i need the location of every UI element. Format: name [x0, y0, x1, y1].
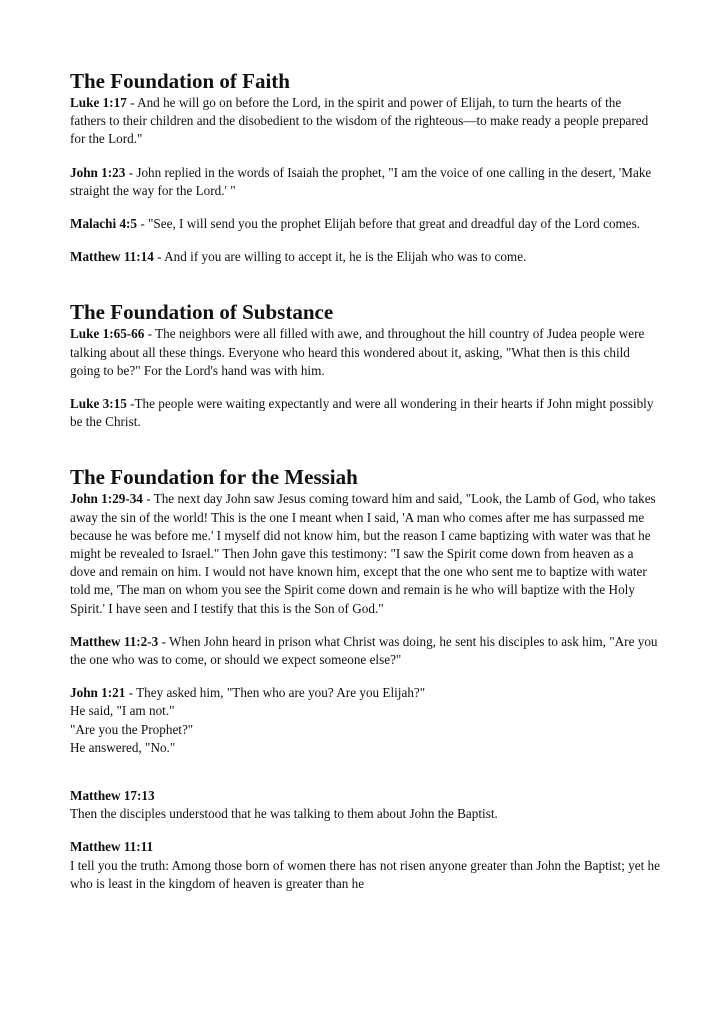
verse-john-1-23	[70, 164, 660, 200]
verse-sep: -	[142, 491, 154, 507]
verse-ref-matthew-11-11: Matthew 11:11	[70, 839, 154, 855]
verse-luke-1-65-66	[70, 325, 660, 380]
verse-sep: -	[158, 633, 170, 649]
verse-ref: John 1:21	[70, 685, 126, 701]
dialogue-line: He answered, "No."	[70, 739, 176, 755]
verse-ref: Matthew 11:2-3	[70, 633, 159, 649]
section-title: The Foundation of Faith	[70, 69, 290, 93]
verse-sep: -	[153, 249, 165, 265]
verse-matthew-11-2-3	[70, 633, 660, 669]
verse-john-1-21	[70, 684, 660, 702]
verse-ref-matthew-17-13: Matthew 17:13	[70, 788, 155, 804]
verse-text: "See, I will send you the prophet Elijah before that great and dreadful day of the Lord comes.	[148, 216, 641, 232]
verse-luke-3-15	[70, 395, 660, 431]
verse-text-matthew-17-13: Then the disciples understood that he was talking to them about John the Baptist.	[70, 806, 498, 822]
verse-sep: -	[126, 95, 138, 110]
document-page	[70, 68, 660, 893]
verse-sep: -	[125, 685, 137, 701]
verse-ref: Malachi 4:5	[70, 216, 138, 232]
verse-sep: -	[126, 396, 135, 412]
dialogue-line: He said, "I am not."	[70, 703, 175, 719]
section-title: The Foundation for the Messiah	[70, 465, 358, 490]
verse-luke-1-17	[70, 94, 660, 149]
verse-text: And he will go on before the Lord, in the spirit and power of Elijah, to turn the hearts of the fathers to their children and the disobedient to the wisdom of the righteous—to make ready a people prepared for the Lord."	[70, 95, 649, 147]
section-foundation-for-the-messiah	[70, 464, 660, 893]
section-foundation-of-substance	[70, 299, 660, 431]
verse-ref: Luke 1:17	[70, 95, 127, 110]
verse-text: The people were waiting expectantly and were all wondering in their hearts if John might possibly be the Christ.	[70, 396, 654, 430]
verse-ref: Luke 3:15	[70, 396, 127, 412]
verse-sep: -	[137, 216, 149, 232]
section-title: The Foundation of Substance	[70, 300, 334, 325]
verse-ref: Luke 1:65-66	[70, 326, 145, 342]
verse-ref: John 1:23	[70, 164, 126, 180]
section-foundation-of-faith	[70, 68, 660, 266]
verse-ref: John 1:29-34	[70, 491, 143, 507]
verse-text: John replied in the words of Isaiah the prophet, "I am the voice of one calling in the desert, 'Make straight the way for the Lord.' "	[70, 164, 652, 198]
verse-text: The neighbors were all filled with awe, and throughout the hill country of Judea people were talking about all these things. Everyone who heard this wondered about it, asking, "What then is this child going to be?" For the Lord's hand was with him.	[70, 326, 645, 378]
verse-sep: -	[125, 164, 137, 180]
verse-text: They asked him, "Then who are you? Are you Elijah?"	[136, 685, 426, 701]
verse-malachi-4-5	[70, 215, 660, 233]
dialogue-line: "Are you the Prophet?"	[70, 721, 194, 737]
verse-text-matthew-11-11: I tell you the truth: Among those born of women there has not risen anyone greater than John the Baptist; yet he who is least in the kingdom of heaven is greater than he	[70, 857, 661, 891]
verse-john-1-29-34	[70, 490, 660, 617]
verse-ref: Matthew 11:14	[70, 249, 154, 265]
verse-text: The next day John saw Jesus coming toward him and said, "Look, the Lamb of God, who takes away the sin of the world! This is the one I meant when I said, 'A man who comes after me has surpassed me because he was before me.' I myself did not know him, but the reason I came baptizing with water was that he might be revealed to Israel." Then John gave this testimony: "I saw the Spirit come down from heaven as a dove and remain on him. I would not have known him, except that the one who sent me to baptize with water told me, 'The man on whom you see the Spirit come down and remain is he who will baptize with the Holy Spirit.' I have seen and I testify that this is the Son of God."	[70, 491, 656, 616]
verse-text: And if you are willing to accept it, he is the Elijah who was to come.	[164, 249, 527, 265]
verse-text: When John heard in prison what Christ was doing, he sent his disciples to ask him, "Are you the one who was to come, or should we expect someone else?"	[70, 633, 658, 668]
verse-matthew-11-14	[70, 248, 660, 266]
verse-sep: -	[144, 326, 156, 342]
